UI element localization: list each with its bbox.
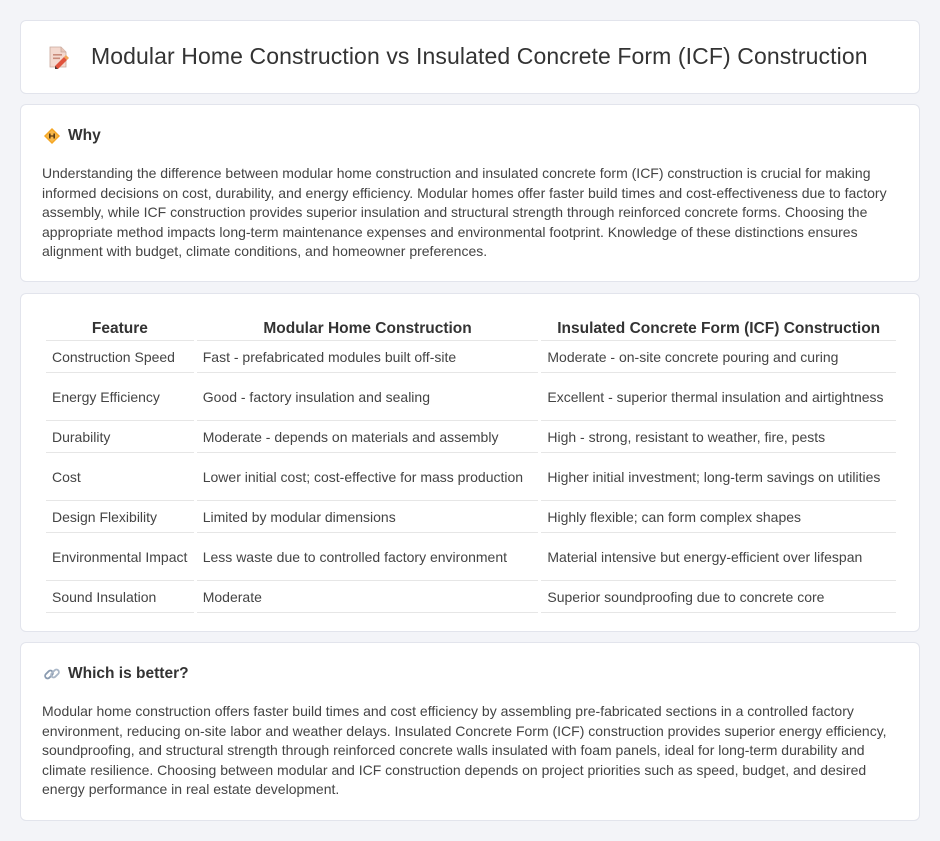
better-text: Modular home construction offers faster build times and cost efficiency by assembling pre-fabricated sections in a controlled factory environment, reducing on-site labor and weather delays. Insulated Concrete Form (ICF) construction provides superior energy efficiency, soundproofing, and structural strength through reinforced concrete walls insulated with foam panels, ideal for long-term durability and climate resilience. Choosing between modular and ICF construction depends on project priorities such as speed, budget, and desired energy performance in real estate development. bbox=[42, 703, 887, 798]
feature-cell: Sound Insulation bbox=[46, 581, 194, 613]
modular-cell: Less waste due to controlled factory environment bbox=[197, 533, 539, 581]
modular-cell: Fast - prefabricated modules built off-site bbox=[197, 341, 539, 373]
why-heading: Why bbox=[68, 127, 101, 144]
table-row bbox=[46, 453, 896, 501]
icf-cell: High - strong, resistant to weather, fire, pests bbox=[541, 421, 896, 453]
diamond-warning-icon bbox=[43, 127, 61, 145]
table-row bbox=[46, 501, 896, 533]
header-icf: Insulated Concrete Form (ICF) Construction bbox=[541, 315, 896, 341]
title-row bbox=[45, 43, 868, 70]
document-pencil-icon bbox=[45, 44, 71, 70]
feature-cell: Cost bbox=[46, 453, 194, 501]
icf-cell: Superior soundproofing due to concrete core bbox=[541, 581, 896, 613]
modular-cell: Lower initial cost; cost-effective for mass production bbox=[197, 453, 539, 501]
table-row bbox=[46, 533, 896, 581]
feature-cell: Energy Efficiency bbox=[46, 373, 194, 421]
icf-cell: Material intensive but energy-efficient over lifespan bbox=[541, 533, 896, 581]
comparison-card bbox=[20, 293, 920, 632]
feature-cell: Construction Speed bbox=[46, 341, 194, 373]
table-row bbox=[46, 341, 896, 373]
title-card bbox=[20, 20, 920, 94]
icf-cell: Higher initial investment; long-term savings on utilities bbox=[541, 453, 896, 501]
header-feature: Feature bbox=[46, 315, 194, 341]
which-better-card bbox=[20, 642, 920, 821]
modular-cell: Moderate bbox=[197, 581, 539, 613]
why-heading-row bbox=[43, 127, 101, 145]
modular-cell: Moderate - depends on materials and assembly bbox=[197, 421, 539, 453]
better-heading: Which is better? bbox=[68, 665, 189, 682]
why-card bbox=[20, 104, 920, 282]
modular-cell: Limited by modular dimensions bbox=[197, 501, 539, 533]
table-header-row bbox=[46, 315, 896, 341]
feature-cell: Environmental Impact bbox=[46, 533, 194, 581]
table-row bbox=[46, 581, 896, 613]
icf-cell: Moderate - on-site concrete pouring and curing bbox=[541, 341, 896, 373]
feature-cell: Durability bbox=[46, 421, 194, 453]
link-icon bbox=[43, 665, 61, 683]
feature-cell: Design Flexibility bbox=[46, 501, 194, 533]
why-text: Understanding the difference between modular home construction and insulated concrete form (ICF) construction is crucial for making informed decisions on cost, durability, and energy efficiency. Modular homes offer faster build times and cost-effectiveness due to factory assembly, while ICF construction provides superior insulation and structural strength through reinforced concrete forms. Choosing the appropriate method impacts long-term maintenance expenses and environmental footprint. Knowledge of these distinctions ensures alignment with budget, climate conditions, and homeowner preferences. bbox=[42, 165, 887, 260]
header-modular: Modular Home Construction bbox=[197, 315, 539, 341]
better-heading-row bbox=[43, 665, 189, 683]
table-row bbox=[46, 373, 896, 421]
icf-cell: Excellent - superior thermal insulation and airtightness bbox=[541, 373, 896, 421]
comparison-table bbox=[43, 315, 899, 613]
icf-cell: Highly flexible; can form complex shapes bbox=[541, 501, 896, 533]
page-title: Modular Home Construction vs Insulated Concrete Form (ICF) Construction bbox=[91, 43, 868, 69]
table-row bbox=[46, 421, 896, 453]
modular-cell: Good - factory insulation and sealing bbox=[197, 373, 539, 421]
